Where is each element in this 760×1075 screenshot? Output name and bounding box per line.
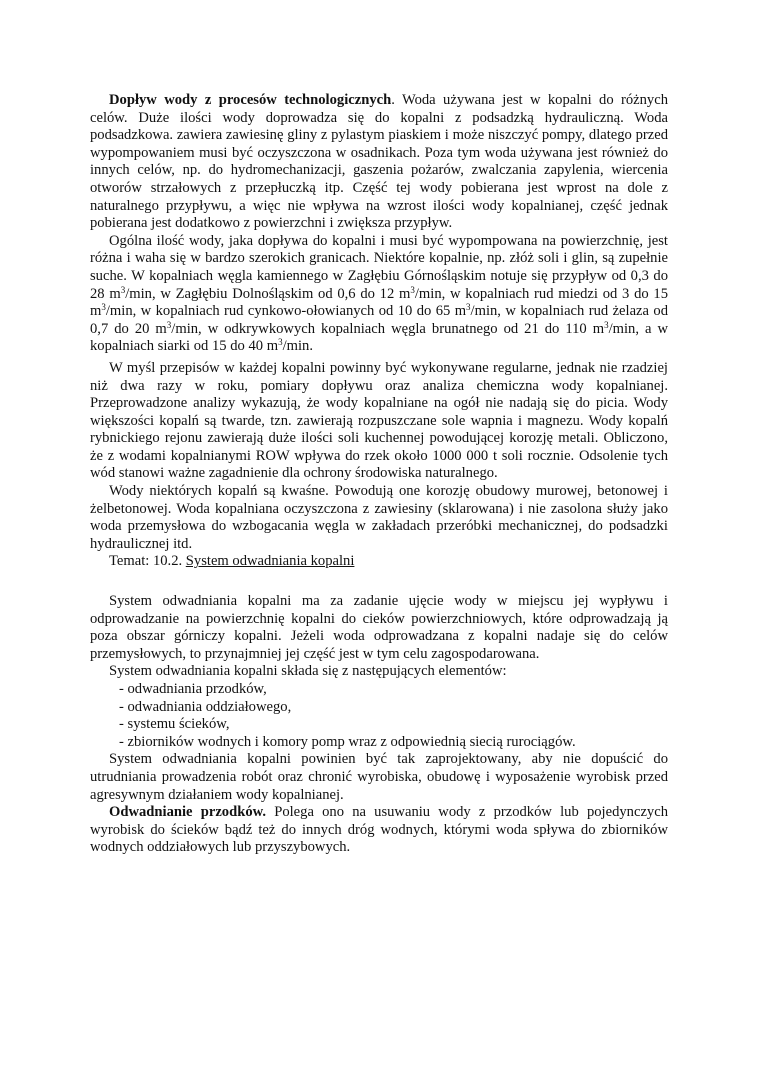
list-item: - zbiorników wodnych i komory pomp wraz z odpowiednią siecią rurociągów. (119, 733, 576, 750)
paragraph-face-drainage (90, 804, 668, 857)
superscript: 3 (278, 337, 283, 348)
document-page (90, 92, 668, 857)
superscript: 3 (604, 319, 609, 330)
topic-prefix: Temat: 10.2. (109, 553, 186, 570)
paragraph-acidic-water: Wody niektórych kopalń są kwaśne. Powodują one korozję obudowy murowej, betonowej i żelbetonowej. Woda kopalniana oczyszczona z zawiesiny (sklarowana) i nie zasolona służy jako woda przemysłowa do wzbogacania węgla w zakładach przeróbki mechanicznej, do podsadzki hydraulicznej itd. (90, 483, 668, 552)
superscript: 3 (166, 319, 172, 330)
paragraph-text: . Woda używana jest w kopalni do różnych celów. Duże ilości wody doprowadza się do kopalni z podsadzką hydrauliczną. Woda podsadzkowa. zawiera zawiesinę gliny z pylastym piaskiem i może niszczyć pompy, dlatego przed wypompowaniem musi być oczyszczona w osadnikach. Poza tym woda używana jest również do innych celów, np. do hydromechanizacji, gaszenia pożarów, zwalczania zapylenia, wiercenia otworów strzałowych z przepłuczką itp. Część tej wody pobierana jest wprost na dole z naturalnego przypływu, a więc nie wpływa na wzrost ilości wody kopalnianej, część jednak pobierana jest dodatkowo z powierzchni i zwiększa przypływ. (90, 92, 668, 232)
superscript: 3 (101, 302, 106, 313)
paragraph-inflow-amount: Ogólna ilość wody, jaka dopływa do kopalni i musi być wypompowana na powierzchnię, jest różna i waha się w bardzo szerokich granicach. Niektóre kopalnie, np. złóż soli i glin, są zupełnie suche. W kopalniach węgla kamiennego w Zagłębiu Górnośląskim notuje się przypływ od 0,3 do 28 $m^3/\min$, w Zagłębiu Dolnośląskim od 0,6 do 12 $m^3/\min$, w kopalniach rud miedzi od 3 do 15 $m^3/\min$, w kopalniach rud cynkowo-ołowianych od 10 do 65 $m^3/\min$, w kopalniach rud żelaza od 0,7 do 20 $m^3/\min$, w odkrywkowych kopalniach węgla brunatnego od 21 do 110 $m^3/\min$, a w kopalniach siarki od 15 do 40 $m^3/\min$. (90, 232, 668, 355)
list-item: - systemu ścieków, (119, 716, 230, 733)
bold-lead: Odwadnianie przodków. (109, 804, 267, 821)
bold-lead: Dopływ wody z procesów technologicznych (109, 92, 392, 108)
paragraph-text: Polega ono na usuwaniu wody z przodków lub pojedynczych wyrobisk do ścieków bądź też do innych dróg wodnych, którymi woda spływa do zbiorników wodnych oddziałowych lub przyszybowych. (90, 804, 668, 856)
superscript: 3 (466, 302, 471, 313)
superscript: 3 (410, 284, 415, 295)
list-item: - odwadniania przodków, (119, 681, 267, 697)
paragraph-system-intro: System odwadniania kopalni ma za zadanie ujęcie wody w miejscu jej wypływu i odprowadzanie na powierzchnię kopalni do cieków powierzchniowych, które odprowadzają ją poza obszar górniczy kopalni. Jeżeli woda odprowadzana z kopalni nadaje się do celów przemysłowych, to przynajmniej jej część jest w tym celu zagospodarowana. (90, 593, 668, 662)
topic-title: System odwadniania kopalni (185, 553, 355, 570)
superscript: 3 (120, 284, 126, 295)
system-elements-list (90, 681, 668, 751)
paragraph-system-design: System odwadniania kopalni powinien być tak zaprojektowany, aby nie dopuścić do utrudniania prowadzenia robót oraz chronić wyrobiska, obudowę i wyposażenie wyrobisk przed agresywnym działaniem wody kopalnianej. (90, 751, 668, 803)
list-item: - odwadniania oddziałowego, (119, 698, 292, 715)
paragraph-system-elements-intro: System odwadniania kopalni składa się z następujących elementów: (109, 663, 507, 680)
paragraph-technological-water (90, 92, 668, 233)
paragraph-water-analysis: W myśl przepisów w każdej kopalni powinny być wykonywane regularne, jednak nie rzadziej niż dwa razy w roku, pomiary dopływu oraz analiza chemiczna wody kopalnianej. Przeprowadzone analizy wykazują, że wody kopalniane na ogół nie nadają się do picia. Wody większości kopalń są twarde, tzn. zawierają rozpuszczane sole wapnia i magnezu. Wody kopalń rybnickiego rejonu zawierają duże ilości soli kuchennej powodującej korozję metali. Obliczono, że z wodami kopalnianymi ROW wpływa do rzek około 1000 000 t soli rocznie. Odsolenie tych wód stanowi ważne zagadnienie dla ochrony środowiska naturalnego. (90, 359, 668, 482)
topic-heading (90, 553, 668, 571)
